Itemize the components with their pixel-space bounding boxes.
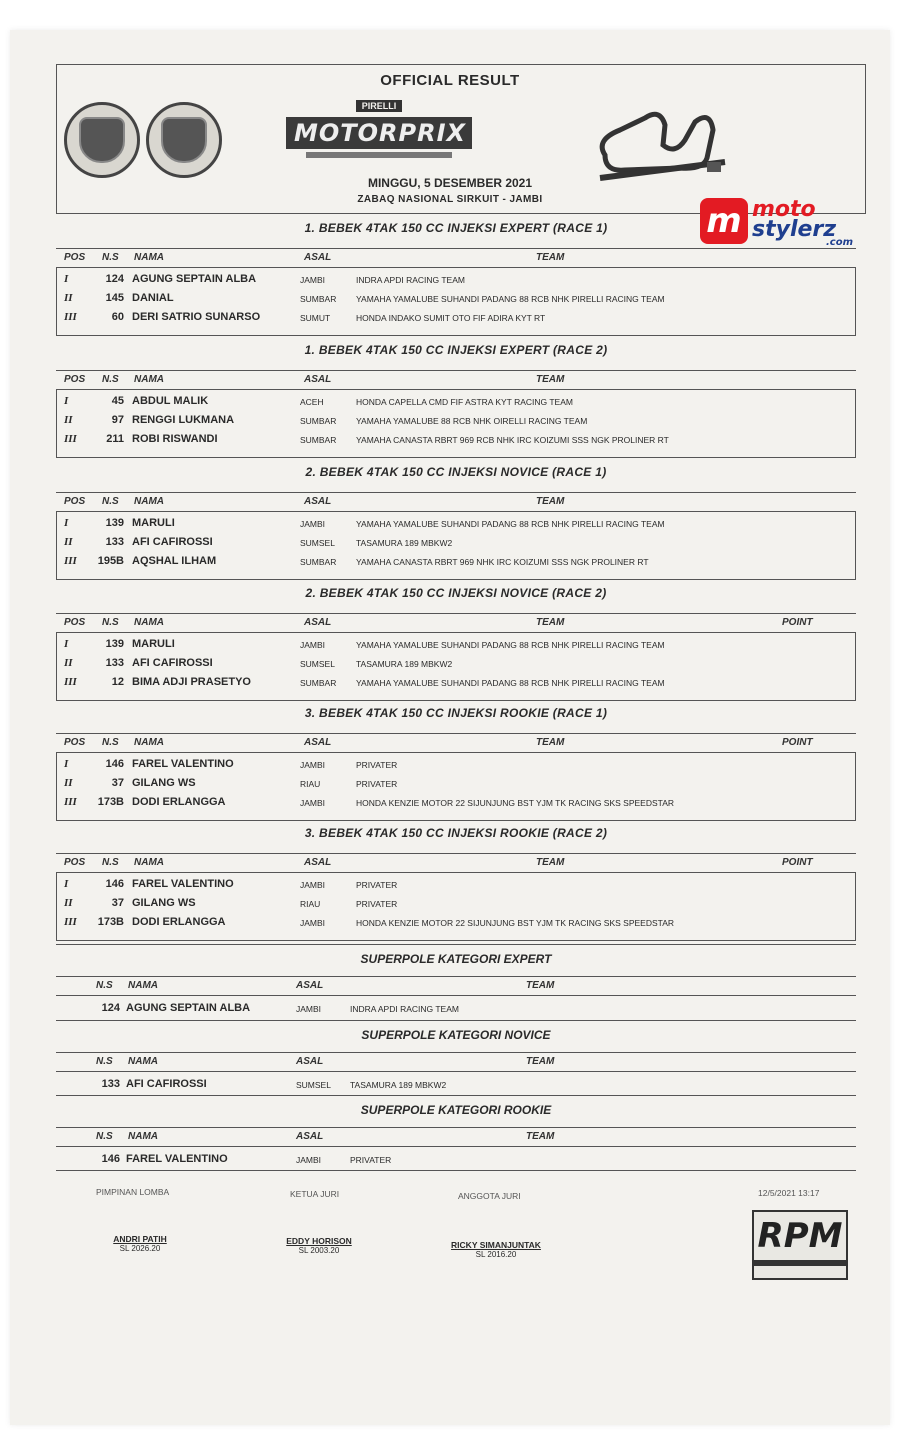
table-row [56,654,856,673]
cell-pos: III [64,433,77,445]
header-pos: POS [64,496,86,507]
cell-team: YAMAHA CANASTA RBRT 969 RCB NHK IRC KOIZUMI SSS NGK PROLINER RT [356,435,669,445]
cell-ns: 124 [101,1002,120,1014]
cell-asal: JAMBI [300,760,326,770]
cell-name: MARULI [132,517,175,529]
header-nama: NAMA [134,737,164,748]
table-header [56,733,856,753]
ims-seal-logo [64,102,140,178]
cell-pos: I [64,878,69,890]
cell-asal: RIAU [300,779,321,789]
label-ketua: KETUA JURI [290,1189,340,1199]
cell-ns: 45 [111,395,124,407]
cell-name: ABDUL MALIK [132,395,209,407]
cell-pos: III [64,311,77,323]
cell-team: TASAMURA 189 MBKW2 [356,659,453,669]
cell-team: PRIVATER [350,1155,392,1165]
section-title: 1. BEBEK 4TAK 150 CC INJEKSI EXPERT (RACE 2) [304,343,608,357]
table-row [56,514,856,533]
header-team: TEAM [536,252,565,263]
cell-pos: I [64,638,69,650]
table-header [56,248,856,268]
section-title: 3. BEBEK 4TAK 150 CC INJEKSI ROOKIE (RACE 1) [304,706,608,720]
cell-ns: 139 [105,638,124,650]
table-row [56,533,856,552]
cell-team: YAMAHA CANASTA RBRT 969 NHK IRC KOIZUMI SSS NGK PROLINER RT [356,557,649,567]
header-team: TEAM [536,857,565,868]
cell-asal: SUMUT [300,313,331,323]
header-ns: N.S [96,1056,113,1067]
cell-ns: 133 [101,1078,120,1090]
cell-pos: I [64,517,69,529]
cell-name: FAREL VALENTINO [126,1153,228,1165]
superpole-row [56,999,856,1018]
header-team: TEAM [526,980,555,991]
cell-name: AFI CAFIROSSI [132,657,213,669]
cell-ns: 146 [101,1153,120,1165]
table-row [56,755,856,774]
cell-team: HONDA INDAKO SUMIT OTO FIF ADIRA KYT RT [356,313,546,323]
cell-team: YAMAHA YAMALUBE 88 RCB NHK OIRELLI RACING TEAM [356,416,588,426]
rpm-logo: RPM [752,1210,848,1280]
event-venue: ZABAQ NASIONAL SIRKUIT - JAMBI [357,194,543,205]
table-row [56,774,856,793]
cell-ns: 12 [111,676,124,688]
watermark-m-icon: m [700,198,748,244]
table-header [56,613,856,633]
cell-team: HONDA KENZIE MOTOR 22 SIJUNJUNG BST YJM TK RACING SKS SPEEDSTAR [356,918,675,928]
cell-ns: 145 [105,292,124,304]
superpole-divider [56,1095,856,1096]
cell-pos: II [64,414,73,426]
header-nama: NAMA [134,374,164,385]
table-header [56,370,856,390]
cell-name: DERI SATRIO SUNARSO [132,311,261,323]
header-nama: NAMA [128,1131,158,1142]
cell-team: TASAMURA 189 MBKW2 [356,538,453,548]
table-row [56,411,856,430]
cell-name: MARULI [132,638,175,650]
cell-asal: JAMBI [300,918,326,928]
header-nama: NAMA [134,252,164,263]
table-header [56,492,856,512]
cell-ns: 133 [105,657,124,669]
header-asal: ASAL [304,374,332,385]
header-pos: POS [64,617,86,628]
cell-pos: III [64,796,77,808]
superpole-header [56,976,856,996]
cell-name: AGUNG SEPTAIN ALBA [126,1002,251,1014]
table-row [56,894,856,913]
table-row [56,289,856,308]
cell-team: INDRA APDI RACING TEAM [350,1004,459,1014]
cell-asal: ACEH [300,397,324,407]
superpole-divider [56,944,856,945]
cell-asal: JAMBI [300,519,326,529]
header-nama: NAMA [134,496,164,507]
superpole-header [56,1127,856,1147]
cell-ns: 97 [111,414,124,426]
page-title: OFFICIAL RESULT [380,72,520,89]
table-header [56,853,856,873]
cell-name: AFI CAFIROSSI [126,1078,207,1090]
pirelli-brand: PIRELLI [356,100,403,112]
cell-name: RENGGI LUKMANA [132,414,235,426]
section-title: 2. BEBEK 4TAK 150 CC INJEKSI NOVICE (RACE 2) [305,586,607,600]
cell-asal: SUMBAR [300,678,337,688]
cell-name: DODI ERLANGGA [132,796,226,808]
cell-name: BIMA ADJI PRASETYO [132,676,251,688]
cell-pos: II [64,897,73,909]
section-title: 1. BEBEK 4TAK 150 CC INJEKSI EXPERT (RACE 1) [304,221,608,235]
header-team: TEAM [536,737,565,748]
cell-ns: 139 [105,517,124,529]
cell-pos: II [64,536,73,548]
cell-pos: II [64,292,73,304]
cell-asal: SUMBAR [300,435,337,445]
table-row [56,552,856,571]
cell-name: FAREL VALENTINO [132,878,234,890]
superpole-title: SUPERPOLE KATEGORI NOVICE [361,1028,551,1042]
label-pimpinan: PIMPINAN LOMBA [96,1187,170,1197]
table-row [56,793,856,812]
table-row [56,635,856,654]
motorprix-logo [286,96,472,172]
cell-asal: JAMBI [296,1155,322,1165]
cell-team: PRIVATER [356,880,398,890]
header-ns: N.S [102,252,119,263]
header-pos: POS [64,737,86,748]
cell-pos: III [64,555,77,567]
event-date: MINGGU, 5 DESEMBER 2021 [367,176,533,190]
superpole-header [56,1052,856,1072]
header-pos: POS [64,252,86,263]
header-ns: N.S [96,1131,113,1142]
cell-name: GILANG WS [132,897,196,909]
cell-team: INDRA APDI RACING TEAM [356,275,465,285]
motorprix-wordmark: MOTORPRIX [286,117,472,149]
cell-ns: 60 [111,311,124,323]
signature-pimpinan: ANDRI PATIH SL 2026.20 [113,1234,167,1253]
header-ns: N.S [102,857,119,868]
table-row [56,270,856,289]
cell-ns: 37 [111,897,124,909]
cell-asal: SUMBAR [300,416,337,426]
header-team: TEAM [536,496,565,507]
cell-team: HONDA CAPELLA CMD FIF ASTRA KYT RACING TEAM [356,397,573,407]
cell-asal: JAMBI [300,640,326,650]
motostylerz-watermark: m moto stylerz .com [700,198,860,248]
timestamp: 12/5/2021 13:17 [758,1188,820,1198]
cell-ns: 37 [111,777,124,789]
cell-asal: JAMBI [300,798,326,808]
cell-asal: RIAU [300,899,321,909]
header-ns: N.S [102,496,119,507]
table-row [56,308,856,327]
superpole-title: SUPERPOLE KATEGORI EXPERT [360,952,552,966]
header-pos: POS [64,374,86,385]
cell-team: HONDA KENZIE MOTOR 22 SIJUNJUNG BST YJM TK RACING SKS SPEEDSTAR [356,798,675,808]
cell-name: DANIAL [132,292,174,304]
cell-pos: I [64,395,69,407]
cell-pos: III [64,916,77,928]
header-asal: ASAL [296,1056,324,1067]
cell-team: PRIVATER [356,760,398,770]
cell-name: ROBI RISWANDI [132,433,218,445]
header-team: TEAM [526,1056,555,1067]
cell-asal: JAMBI [300,275,326,285]
header-pos: POS [64,857,86,868]
cell-ns: 146 [105,758,124,770]
cell-name: DODI ERLANGGA [132,916,226,928]
table-row [56,875,856,894]
header-nama: NAMA [134,857,164,868]
cell-asal: SUMSEL [300,538,335,548]
header-point: POINT [782,737,813,748]
cell-name: AQSHAL ILHAM [132,555,217,567]
cell-team: TASAMURA 189 MBKW2 [350,1080,447,1090]
header-asal: ASAL [296,980,324,991]
label-anggota: ANGGOTA JURI [458,1191,521,1201]
cell-team: PRIVATER [356,779,398,789]
cell-asal: JAMBI [300,880,326,890]
cell-asal: SUMBAR [300,294,337,304]
cell-ns: 124 [105,273,124,285]
header-ns: N.S [96,980,113,991]
cell-asal: SUMSEL [296,1080,331,1090]
cell-pos: II [64,777,73,789]
cell-team: YAMAHA YAMALUBE SUHANDI PADANG 88 RCB NHK PIRELLI RACING TEAM [356,640,665,650]
header-ns: N.S [102,374,119,385]
section-title: 3. BEBEK 4TAK 150 CC INJEKSI ROOKIE (RACE 2) [304,826,608,840]
header-nama: NAMA [128,980,158,991]
cell-name: FAREL VALENTINO [132,758,234,770]
jambi-seal-logo [146,102,222,178]
cell-team: YAMAHA YAMALUBE SUHANDI PADANG 88 RCB NHK PIRELLI RACING TEAM [356,519,665,529]
signature-ketua: EDDY HORISON SL 2003.20 [286,1236,352,1255]
header-team: TEAM [526,1131,555,1142]
table-row [56,673,856,692]
header-team: TEAM [536,374,565,385]
cell-ns: 195B [97,555,124,567]
header-team: TEAM [536,617,565,628]
cell-name: AGUNG SEPTAIN ALBA [132,273,257,285]
cell-ns: 146 [105,878,124,890]
section-title: 2. BEBEK 4TAK 150 CC INJEKSI NOVICE (RACE 1) [305,465,607,479]
header-asal: ASAL [304,617,332,628]
cell-ns: 173B [97,796,124,808]
header-asal: ASAL [304,496,332,507]
table-row [56,913,856,932]
cell-pos: I [64,758,69,770]
cell-team: YAMAHA YAMALUBE SUHANDI PADANG 88 RCB NHK PIRELLI RACING TEAM [356,294,665,304]
header-asal: ASAL [304,252,332,263]
header-ns: N.S [102,737,119,748]
cell-pos: III [64,676,77,688]
header-point: POINT [782,617,813,628]
cell-team: YAMAHA YAMALUBE SUHANDI PADANG 88 RCB NHK PIRELLI RACING TEAM [356,678,665,688]
header-nama: NAMA [134,617,164,628]
cell-ns: 133 [105,536,124,548]
superpole-title: SUPERPOLE KATEGORI ROOKIE [360,1103,552,1117]
signature-anggota: RICKY SIMANJUNTAK SL 2016.20 [451,1240,541,1259]
cell-name: GILANG WS [132,777,196,789]
superpole-row [56,1075,856,1094]
superpole-divider [56,1020,856,1021]
cell-ns: 173B [97,916,124,928]
table-row [56,392,856,411]
header-point: POINT [782,857,813,868]
header-asal: ASAL [296,1131,324,1142]
cell-asal: SUMSEL [300,659,335,669]
cell-asal: SUMBAR [300,557,337,567]
cell-name: AFI CAFIROSSI [132,536,213,548]
cell-ns: 211 [106,433,124,445]
table-end-line [56,1170,856,1171]
header-nama: NAMA [128,1056,158,1067]
header-asal: ASAL [304,737,332,748]
cell-asal: JAMBI [296,1004,322,1014]
circuit-logo [585,100,735,185]
cell-pos: I [64,273,69,285]
cell-team: PRIVATER [356,899,398,909]
superpole-row [56,1150,856,1169]
header-asal: ASAL [304,857,332,868]
table-row [56,430,856,449]
header-ns: N.S [102,617,119,628]
cell-pos: II [64,657,73,669]
